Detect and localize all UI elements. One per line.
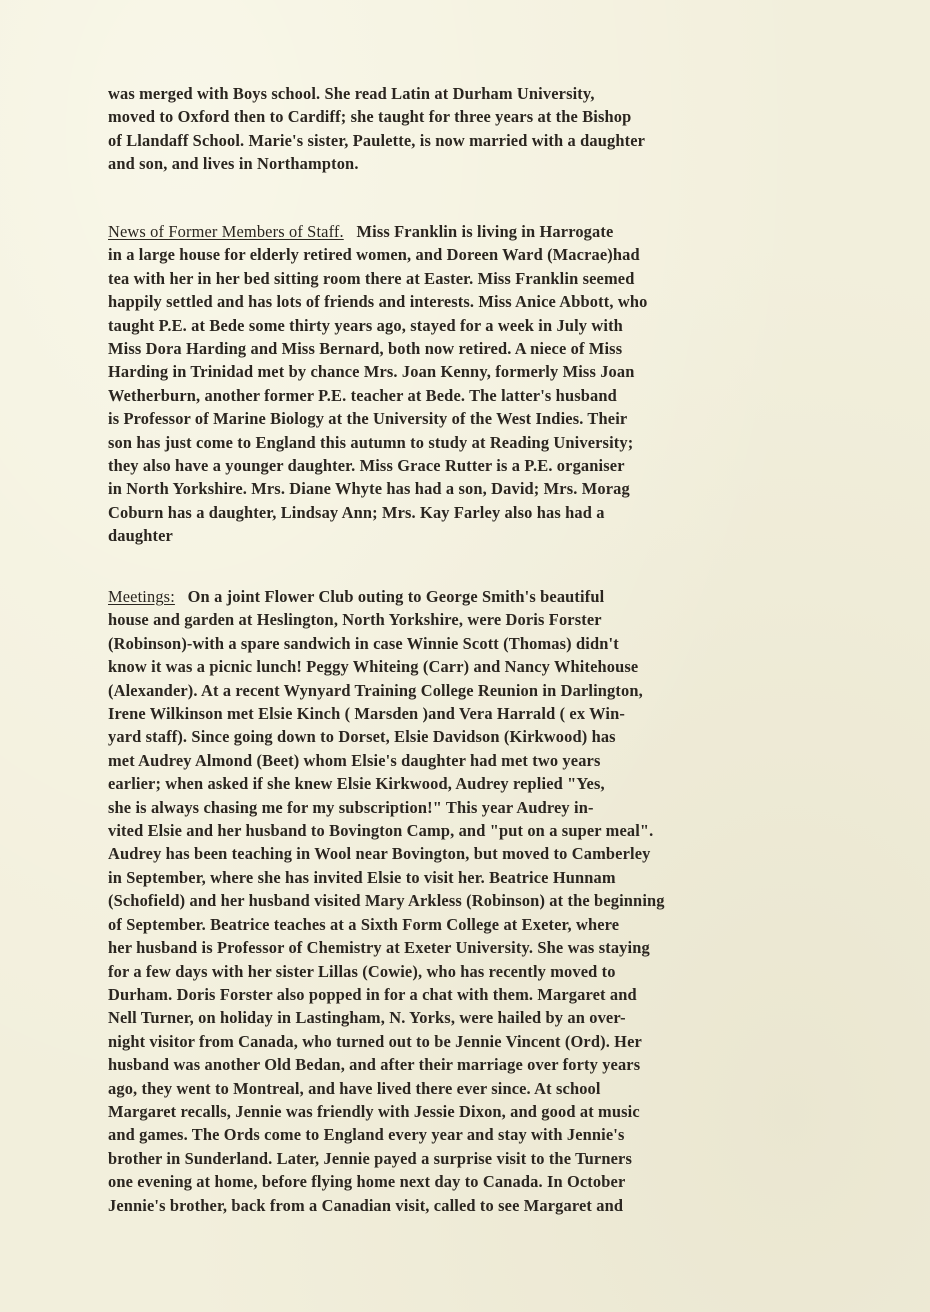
- text-line: night visitor from Canada, who turned out to be Jennie Vincent (Ord). Her: [108, 1031, 642, 1051]
- text-line: Wetherburn, another former P.E. teacher at Bede. The latter's husband: [108, 385, 617, 405]
- intro-paragraph: [108, 82, 828, 176]
- text-line: tea with her in her bed sitting room there at Easter. Miss Franklin seemed: [108, 268, 635, 288]
- meetings-paragraph: [108, 585, 828, 1217]
- text-line: is Professor of Marine Biology at the University of the West Indies. Their: [108, 409, 628, 429]
- text-line: and son, and lives in Northampton.: [108, 154, 359, 174]
- section-heading-staff: News of Former Members of Staff.: [108, 222, 344, 241]
- text-line: daughter: [108, 526, 173, 546]
- text-line: Coburn has a daughter, Lindsay Ann; Mrs. Kay Farley also has had a: [108, 502, 605, 522]
- text-line: brother in Sunderland. Later, Jennie payed a surprise visit to the Turners: [108, 1148, 632, 1168]
- text-line: of September. Beatrice teaches at a Sixth Form College at Exeter, where: [108, 914, 620, 934]
- text-line: she is always chasing me for my subscription!" This year Audrey in-: [108, 797, 594, 817]
- text-line: Audrey has been teaching in Wool near Bovington, but moved to Camberley: [108, 844, 651, 864]
- text-line: vited Elsie and her husband to Bovington Camp, and "put on a super meal".: [108, 821, 654, 841]
- text-line: house and garden at Heslington, North Yorkshire, were Doris Forster: [108, 610, 602, 630]
- text-line: her husband is Professor of Chemistry at Exeter University. She was staying: [108, 938, 650, 958]
- text-line: (Alexander). At a recent Wynyard Training College Reunion in Darlington,: [108, 680, 643, 700]
- text-line: (Schofield) and her husband visited Mary Arkless (Robinson) at the beginning: [108, 891, 665, 911]
- text-line: they also have a younger daughter. Miss Grace Rutter is a P.E. organiser: [108, 456, 625, 476]
- section-heading-meetings: Meetings:: [108, 587, 175, 606]
- staff-news-paragraph: [108, 220, 828, 548]
- text-line: Jennie's brother, back from a Canadian visit, called to see Margaret and: [108, 1195, 624, 1215]
- text-line: know it was a picnic lunch! Peggy Whiteing (Carr) and Nancy Whitehouse: [108, 657, 639, 677]
- text-line: yard staff). Since going down to Dorset, Elsie Davidson (Kirkwood) has: [108, 727, 616, 747]
- text-line: in a large house for elderly retired women, and Doreen Ward (Macrae)had: [108, 245, 640, 265]
- text-line: earlier; when asked if she knew Elsie Kirkwood, Audrey replied "Yes,: [108, 774, 605, 794]
- text-line: in September, where she has invited Elsie to visit her. Beatrice Hunnam: [108, 867, 616, 887]
- text-fragment: On a joint Flower Club outing to George Smith's beautiful: [187, 587, 605, 606]
- text-line: was merged with Boys school. She read Latin at Durham University,: [108, 84, 595, 103]
- text-line: taught P.E. at Bede some thirty years ago, stayed for a week in July with: [108, 315, 623, 335]
- text-line: Margaret recalls, Jennie was friendly with Jessie Dixon, and good at music: [108, 1101, 640, 1121]
- text-line: ago, they went to Montreal, and have lived there ever since. At school: [108, 1078, 601, 1098]
- text-line: Nell Turner, on holiday in Lastingham, N. Yorks, were hailed by an over-: [108, 1008, 626, 1028]
- text-line: moved to Oxford then to Cardiff; she taught for three years at the Bishop: [108, 107, 632, 127]
- text-line: husband was another Old Bedan, and after their marriage over forty years: [108, 1055, 641, 1075]
- text-line: met Audrey Almond (Beet) whom Elsie's daughter had met two years: [108, 750, 601, 770]
- text-line: son has just come to England this autumn to study at Reading University;: [108, 432, 634, 452]
- text-line: one evening at home, before flying home next day to Canada. In October: [108, 1172, 626, 1192]
- text-line: [108, 585, 828, 608]
- text-line: happily settled and has lots of friends and interests. Miss Anice Abbott, who: [108, 292, 648, 312]
- text-line: Irene Wilkinson met Elsie Kinch ( Marsden )and Vera Harrald ( ex Win-: [108, 704, 625, 724]
- text-line: for a few days with her sister Lillas (Cowie), who has recently moved to: [108, 961, 616, 981]
- text-line: and games. The Ords come to England every year and stay with Jennie's: [108, 1125, 625, 1145]
- text-line: [108, 220, 828, 243]
- text-line: Durham. Doris Forster also popped in for a chat with them. Margaret and: [108, 984, 637, 1004]
- text-line: in North Yorkshire. Mrs. Diane Whyte has had a son, David; Mrs. Morag: [108, 479, 630, 499]
- text-line: of Llandaff School. Marie's sister, Paulette, is now married with a daughter: [108, 130, 646, 150]
- text-line: (Robinson)-with a spare sandwich in case Winnie Scott (Thomas) didn't: [108, 633, 619, 653]
- text-line: Harding in Trinidad met by chance Mrs. Joan Kenny, formerly Miss Joan: [108, 362, 635, 382]
- text-line: Miss Dora Harding and Miss Bernard, both now retired. A niece of Miss: [108, 339, 623, 359]
- text-fragment: Miss Franklin is living in Harrogate: [356, 222, 614, 241]
